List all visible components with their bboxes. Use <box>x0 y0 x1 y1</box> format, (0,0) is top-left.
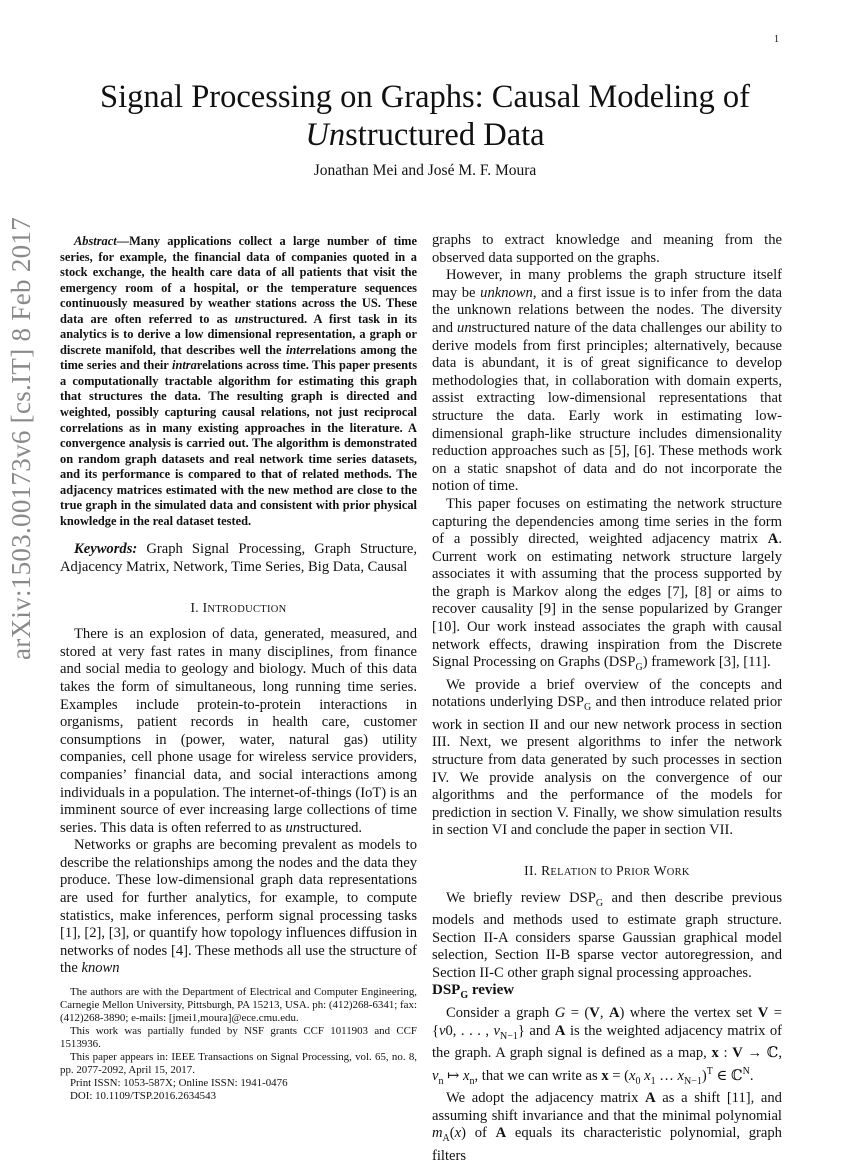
text-segment: , that we can write as <box>474 1067 602 1084</box>
authors: Jonathan Mei and José M. F. Moura <box>313 162 537 179</box>
text-segment: There is an explosion of data, generated, measured, and stored at very fast rates in many disciplines, from finance and social media to geology and biology. Much of this data takes the form of simultaneous, long running time series. Examples include protein-to-protein interactions in organisms, patient records in health care, customer consumptions in (power, water, natural gas) utility companies, cell phone usage for wireless service providers, companies’ financial data, and social interactions among individuals in a population. The internet-of-things (IoT) is an imminent source of ever increasing large collections of time series. This data is often referred to as <box>60 626 417 836</box>
text-segment: ↦ <box>443 1067 464 1084</box>
text-segment: x <box>601 1067 609 1084</box>
text-segment: T <box>706 1065 713 1077</box>
text-segment: ) of <box>461 1125 496 1142</box>
text-segment: A <box>554 1022 566 1039</box>
paragraph <box>432 232 782 267</box>
text-segment: ∈ ℂ <box>712 1067 743 1084</box>
text-segment: v <box>439 1022 446 1039</box>
footnote-affiliation: The authors are with the Department of Electrical and Computer Engineering, Carnegie Mellon University, Pittsburgh, PA 15213, USA. ph: (412)268-6341; fax: (412)268-3890; e-mails: [jmei1,moura]@ece.cmu.edu. <box>60 986 417 1025</box>
title-line-1: Signal Processing on Graphs: Causal Modeling of <box>100 79 750 115</box>
text-segment: x <box>711 1045 719 1062</box>
footnote-doi: DOI: 10.1109/TSP.2016.2634543 <box>70 1090 217 1103</box>
text-segment: m <box>432 1125 443 1142</box>
text-segment: x <box>463 1067 470 1084</box>
keywords-label: Keywords: <box>74 541 138 558</box>
text-segment: n <box>469 1075 475 1087</box>
text-segment: Networks or graphs are becoming prevalent as models to describe the relationships among the nodes and the data they produce. These low-dimensional graph data representations are used for further analytics, for example, to compute statistics, make inferences, perform signal processing tasks [1], [2], [3], or quantify how topology influences diffusion in networks of nodes [4]. These methods all use the structure of the <box>60 837 417 977</box>
footnote-funding: This work was partially funded by NSF grants CCF 1011903 and CCF 1513936. <box>60 1025 417 1051</box>
subsection-title-rest: review <box>468 982 515 999</box>
section-heading-introduction: I. INTRODUCTION <box>190 599 287 615</box>
text-segment: n <box>438 1075 444 1087</box>
subsection-title: DSP <box>432 982 461 999</box>
footnote-publication: This paper appears in: IEEE Transactions on Signal Processing, vol. 65, no. 8, pp. 2077-2092, April 15, 2017. <box>60 1051 417 1077</box>
left-column <box>60 234 417 1103</box>
subsection-heading <box>432 982 782 1005</box>
text-segment: 1 <box>650 1075 656 1087</box>
paragraph <box>432 267 782 496</box>
text-segment: un <box>457 319 472 336</box>
text-segment: … <box>655 1067 678 1084</box>
subsection-title-sub: G <box>460 990 469 1002</box>
text-segment: , <box>599 1005 609 1022</box>
text-segment: as a shift [11], and assuming shift invariance and that the minimal polynomial <box>432 1090 782 1124</box>
text-segment: = ( <box>608 1067 630 1084</box>
text-segment: We adopt the adjacency matrix <box>446 1090 646 1107</box>
text-segment: A <box>495 1125 507 1142</box>
text-segment: G <box>635 662 643 674</box>
text-segment: relations across time. This paper presents a computationally tractable algorithm for estimating this graph that structures the data. The resulting graph is directed and weighted, possibly capturing causal relations, not just reciprocal correlations as in many existing approaches in the literature. A convergence analysis is carried out. The algorithm is demonstrated on random graph datasets and real network time series datasets, and its performance is compared to that of related methods. The adjacency matrices estimated with the new method are close to the true graph in the simulated data and consistent with prior physical knowledge in the real dataset tested. <box>60 358 418 528</box>
text-segment: N−1 <box>499 1030 518 1042</box>
text-segment: structured. <box>300 819 363 836</box>
text-segment: We briefly review DSP <box>446 889 596 906</box>
text-segment: ( <box>449 1125 455 1142</box>
text-segment: inter <box>285 342 311 357</box>
text-segment: } and <box>517 1022 555 1039</box>
text-segment: A <box>608 1005 620 1022</box>
text-segment: structured nature of the data challenges our ability to derive models from first principles; alternatively, because data is abundant, it is of great significance to develop methodologies that, in collaboration with domain experts, assist extracting low-dimensional representations that structure the data. Early work in estimating low-dimensional graph-like structure includes dimensionality reduction approaches such as [5], [6]. These methods work on a static snapshot of data and do not incorporate the notion of time. <box>432 319 782 495</box>
text-segment: v <box>493 1022 500 1039</box>
text-segment: : <box>718 1045 733 1062</box>
text-segment: Consider a graph <box>446 1005 555 1022</box>
text-segment: un <box>234 311 249 326</box>
title-italic-prefix: Un <box>305 117 346 153</box>
text-segment: 0 <box>445 1022 453 1039</box>
right-column <box>432 232 782 1165</box>
footnotes <box>60 986 417 1103</box>
text-segment: → ℂ, <box>742 1045 783 1062</box>
text-segment: ) <box>701 1067 707 1084</box>
text-segment: , . . . , <box>452 1022 494 1039</box>
paragraph <box>432 1005 782 1090</box>
text-segment: We provide a brief overview of the concepts and notations underlying DSP <box>432 676 782 711</box>
paragraph <box>60 626 417 837</box>
text-segment: un <box>285 819 301 836</box>
text-segment: N <box>742 1065 750 1077</box>
abstract <box>60 234 417 529</box>
text-segment: x <box>629 1067 636 1084</box>
text-segment: unknown <box>480 284 533 301</box>
page-number: 1 <box>774 34 779 45</box>
text-segment: A <box>645 1090 656 1107</box>
keywords-text: Graph Signal Processing, Graph Structure, Adjacency Matrix, Network, Time Series, Big Data, Causal <box>60 541 418 575</box>
abstract-text <box>60 234 417 528</box>
keywords <box>60 541 417 576</box>
text-segment: . Current work on estimating network structure largely associates it with assuming that the process supported by the graph is Markov along the edges [7], [8] or aims to recover causality [9] in the sense popularized by Granger [10]. Our work instead associates the graph with causal network effects, drawing inspiration from the Discrete Signal Processing on Graphs (DSP <box>432 531 782 671</box>
text-segment: V <box>757 1005 769 1022</box>
text-segment: x <box>454 1125 462 1142</box>
paragraph <box>432 496 782 677</box>
text-segment: V <box>589 1005 600 1022</box>
paper-title <box>40 78 810 154</box>
text-segment: A <box>767 531 779 548</box>
text-segment: However, in many problems the graph structure itself may be <box>432 267 782 301</box>
text-segment: N−1 <box>684 1075 702 1087</box>
text-segment: v <box>432 1067 439 1084</box>
text-segment: and then describe previous models and methods used to estimate graph structure. Section II-A considers sparse Gaussian graphical model selection, Section II-B sparse vector autoregression, and Section II-C other graph signal processing approaches. <box>432 889 782 981</box>
text-segment: G <box>584 702 592 714</box>
text-segment: x <box>677 1067 685 1084</box>
text-segment: and then introduce related prior work in section II and our new network process in section III. Next, we present algorithms to infer the network structure from data generated by such processes in section IV. We provide analysis on the convergence of our algorithms and the performance of the models for prediction in section V. Finally, we show simulation results in section VI and conclude the paper in section VII. <box>432 694 782 839</box>
section-heading-prior-work: II. RELATION tO PRIOR WORK <box>524 863 690 878</box>
text-segment: relations among the time series and their <box>60 342 417 373</box>
title-line-2-rest: structured Data <box>345 117 545 153</box>
text-segment: equals its characteristic polynomial, graph filters <box>432 1125 782 1164</box>
paragraph <box>432 1090 782 1165</box>
text-segment: G <box>595 897 604 909</box>
text-segment: x <box>644 1067 651 1084</box>
text-segment: This paper focuses on estimating the network structure capturing the dependencies among time series in the form of a possibly directed, weighted adjacency matrix <box>432 495 782 548</box>
text-segment: A <box>442 1133 450 1145</box>
text-segment: structured. A first task in its analytics is to derive a low dimensional representation, a graph or discrete manifold, that describes well the <box>60 311 417 357</box>
text-segment: = ( <box>565 1005 590 1022</box>
text-segment: known <box>81 960 120 977</box>
text-segment: intra <box>172 358 197 373</box>
abstract-label: Abstract <box>74 234 117 248</box>
text-segment: G <box>554 1005 566 1022</box>
text-segment: . <box>749 1067 754 1084</box>
text-segment: , and a first issue is to infer from the data the unknown relations between the nodes. The diversity and <box>432 284 783 336</box>
text-segment: = { <box>432 1005 782 1039</box>
text-segment: ) framework [3], [11]. <box>642 654 771 671</box>
arxiv-stamp: arXiv:1503.00173v6 [cs.IT] 8 Feb 2017 <box>6 216 36 660</box>
title-line-2 <box>40 116 810 154</box>
paragraph <box>60 837 417 978</box>
text-segment: V <box>732 1045 743 1062</box>
paragraph <box>432 677 782 840</box>
text-segment: graphs to extract knowledge and meaning from the observed data supported on the graphs. <box>432 232 782 266</box>
footnote-issn: Print ISSN: 1053-587X; Online ISSN: 1941-0476 <box>70 1077 288 1090</box>
text-segment: ) where the vertex set <box>619 1005 758 1022</box>
text-segment: —Many applications collect a large number of time series, for example, the financial data of companies quoted in a stock exchange, the health care data of all patients that visit the emergency room of a hospital, or the temperature sequences continuously measured by weather stations across the US. These data are often referred to as <box>60 234 417 326</box>
text-segment: is the weighted adjacency matrix of the graph. A graph signal is defined as a map, <box>432 1022 783 1062</box>
text-segment: 0 <box>635 1075 641 1087</box>
paragraph <box>432 890 782 983</box>
